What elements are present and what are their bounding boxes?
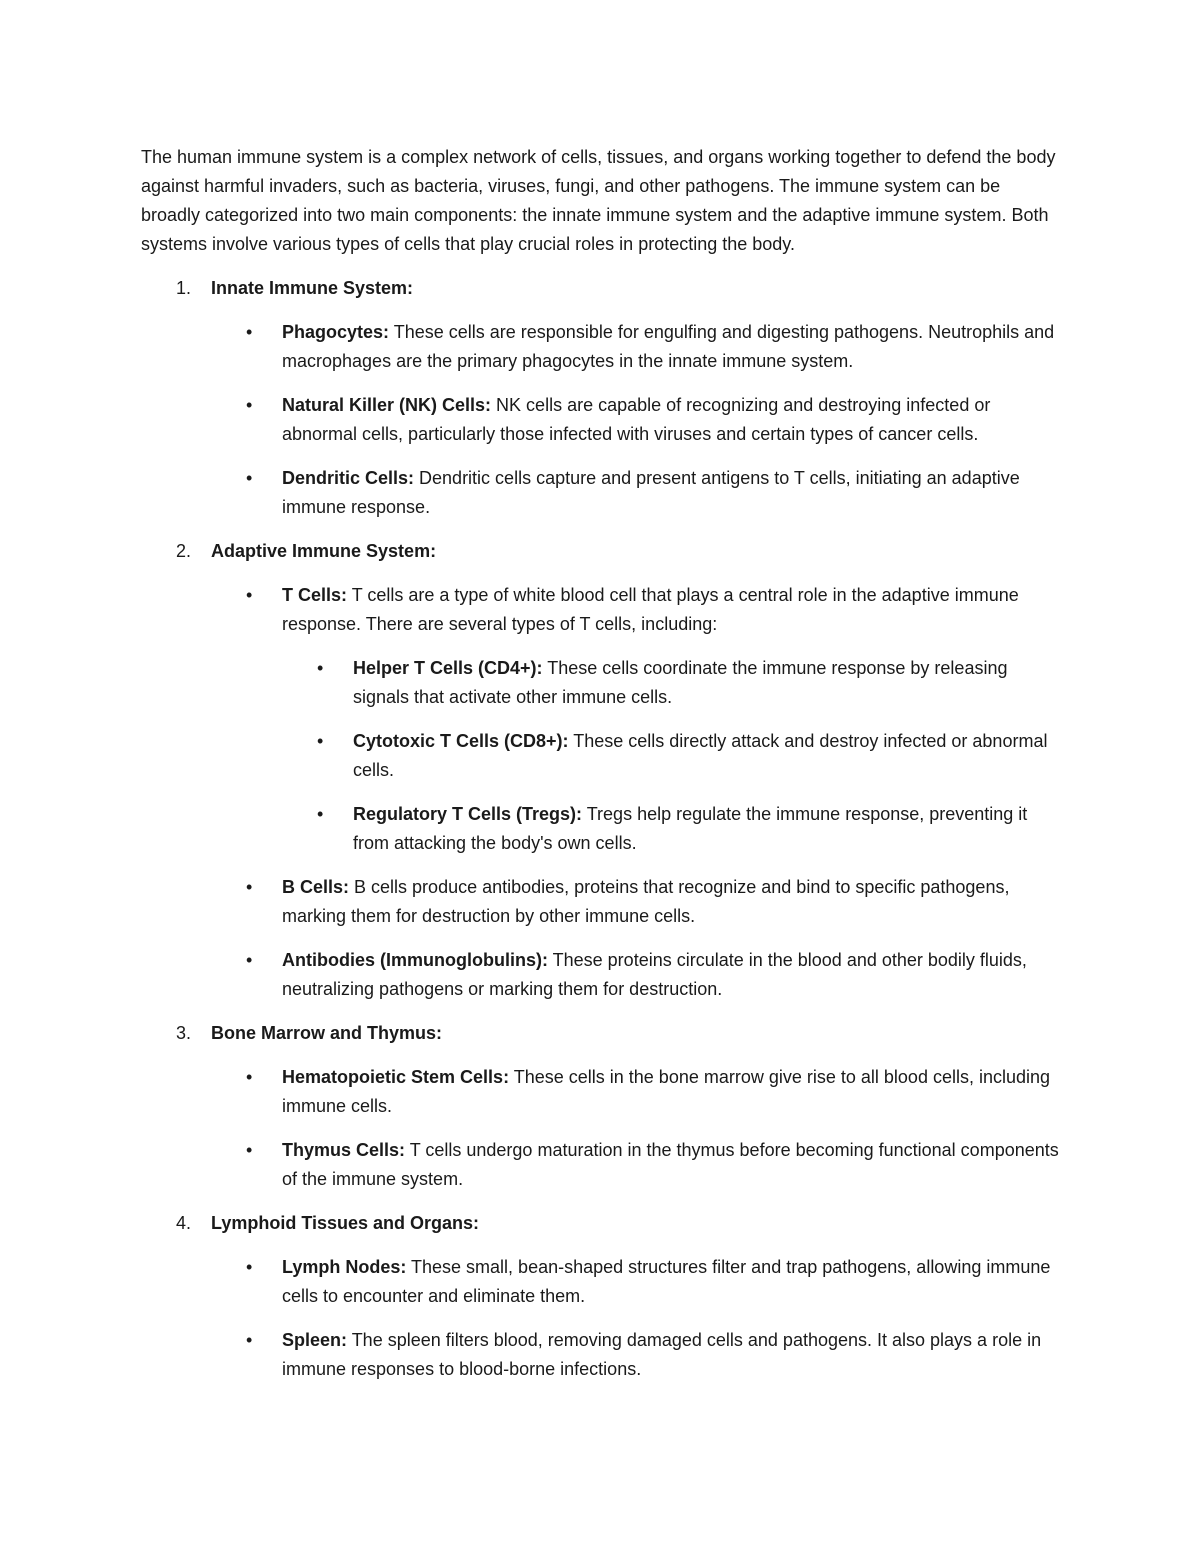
list-item bbox=[141, 800, 1061, 858]
list-item bbox=[141, 1326, 1061, 1384]
item-description: These small, bean-shaped structures filter and trap pathogens, allowing immune cells to encounter and eliminate them. bbox=[282, 1257, 1051, 1306]
section-number: 4. bbox=[176, 1213, 192, 1233]
document-page bbox=[141, 143, 1061, 1399]
section-3 bbox=[141, 1019, 1061, 1194]
item-description: These proteins circulate in the blood and other bodily fluids, neutralizing pathogens or marking them for destruction. bbox=[282, 950, 1027, 999]
bullet-icon: • bbox=[246, 1067, 253, 1087]
section-number: 1. bbox=[176, 278, 192, 298]
item-description: The spleen filters blood, removing damaged cells and pathogens. It also plays a role in immune responses to blood-borne infections. bbox=[282, 1330, 1042, 1379]
item-term: Dendritic Cells: bbox=[282, 468, 415, 488]
item-term: Natural Killer (NK) Cells: bbox=[282, 395, 492, 415]
list-item bbox=[141, 1136, 1061, 1194]
item-term: B Cells: bbox=[282, 877, 350, 897]
item-description: These cells in the bone marrow give rise to all blood cells, including immune cells. bbox=[282, 1067, 1051, 1116]
item-term: Hematopoietic Stem Cells: bbox=[282, 1067, 510, 1087]
list-item bbox=[141, 946, 1061, 1004]
item-term: Thymus Cells: bbox=[282, 1140, 406, 1160]
item-description: These cells are responsible for engulfing and digesting pathogens. Neutrophils and macrophages are the primary phagocytes in the innate immune system. bbox=[282, 322, 1055, 371]
bullet-icon: • bbox=[246, 468, 253, 488]
sections-list bbox=[141, 274, 1061, 1384]
list-item bbox=[141, 581, 1061, 639]
list-item bbox=[141, 1253, 1061, 1311]
bullet-icon: • bbox=[317, 658, 324, 678]
list-item bbox=[141, 1063, 1061, 1121]
item-description: T cells are a type of white blood cell that plays a central role in the adaptive immune response. There are several types of T cells, including: bbox=[282, 585, 1019, 634]
section-title: Innate Immune System: bbox=[211, 278, 414, 298]
list-item bbox=[141, 318, 1061, 376]
section-number: 3. bbox=[176, 1023, 192, 1043]
item-term: Helper T Cells (CD4+): bbox=[353, 658, 543, 678]
item-term: Lymph Nodes: bbox=[282, 1257, 407, 1277]
bullet-icon: • bbox=[317, 731, 324, 751]
section-title: Bone Marrow and Thymus: bbox=[211, 1023, 443, 1043]
list-item bbox=[141, 391, 1061, 449]
section-heading bbox=[141, 274, 1061, 303]
list-item bbox=[141, 464, 1061, 522]
list-item bbox=[141, 727, 1061, 785]
bullet-icon: • bbox=[246, 877, 253, 897]
bullet-icon: • bbox=[246, 585, 253, 605]
section-2 bbox=[141, 537, 1061, 1004]
list-item bbox=[141, 873, 1061, 931]
section-title: Adaptive Immune System: bbox=[211, 541, 437, 561]
item-term: T Cells: bbox=[282, 585, 348, 605]
section-4 bbox=[141, 1209, 1061, 1384]
item-term: Cytotoxic T Cells (CD8+): bbox=[353, 731, 569, 751]
item-description: These cells coordinate the immune response by releasing signals that activate other immune cells. bbox=[353, 658, 1008, 707]
section-heading bbox=[141, 1019, 1061, 1048]
bullet-icon: • bbox=[246, 1257, 253, 1277]
section-number: 2. bbox=[176, 541, 192, 561]
bullet-icon: • bbox=[246, 950, 253, 970]
bullet-icon: • bbox=[317, 804, 324, 824]
item-term: Phagocytes: bbox=[282, 322, 390, 342]
item-description: Dendritic cells capture and present antigens to T cells, initiating an adaptive immune response. bbox=[282, 468, 1020, 517]
list-item bbox=[141, 654, 1061, 712]
item-term: Regulatory T Cells (Tregs): bbox=[353, 804, 583, 824]
item-description: Tregs help regulate the immune response, preventing it from attacking the body's own cells. bbox=[353, 804, 1028, 853]
section-heading bbox=[141, 1209, 1061, 1238]
intro-paragraph: The human immune system is a complex network of cells, tissues, and organs working together to defend the body against harmful invaders, such as bacteria, viruses, fungi, and other pathogens. The immune system can be broadly categorized into two main components: the innate immune system and the adaptive immune system. Both systems involve various types of cells that play crucial roles in protecting the body. bbox=[141, 147, 1056, 254]
item-description: NK cells are capable of recognizing and destroying infected or abnormal cells, particularly those infected with viruses and certain types of cancer cells. bbox=[282, 395, 991, 444]
bullet-icon: • bbox=[246, 395, 253, 415]
item-description: These cells directly attack and destroy infected or abnormal cells. bbox=[353, 731, 1048, 780]
item-description: T cells undergo maturation in the thymus before becoming functional components of the immune system. bbox=[282, 1140, 1059, 1189]
section-heading bbox=[141, 537, 1061, 566]
item-term: Spleen: bbox=[282, 1330, 348, 1350]
bullet-icon: • bbox=[246, 1140, 253, 1160]
bullet-icon: • bbox=[246, 1330, 253, 1350]
section-title: Lymphoid Tissues and Organs: bbox=[211, 1213, 480, 1233]
item-description: B cells produce antibodies, proteins that recognize and bind to specific pathogens, marking them for destruction by other immune cells. bbox=[282, 877, 1010, 926]
section-1 bbox=[141, 274, 1061, 522]
item-term: Antibodies (Immunoglobulins): bbox=[282, 950, 548, 970]
bullet-icon: • bbox=[246, 322, 253, 342]
